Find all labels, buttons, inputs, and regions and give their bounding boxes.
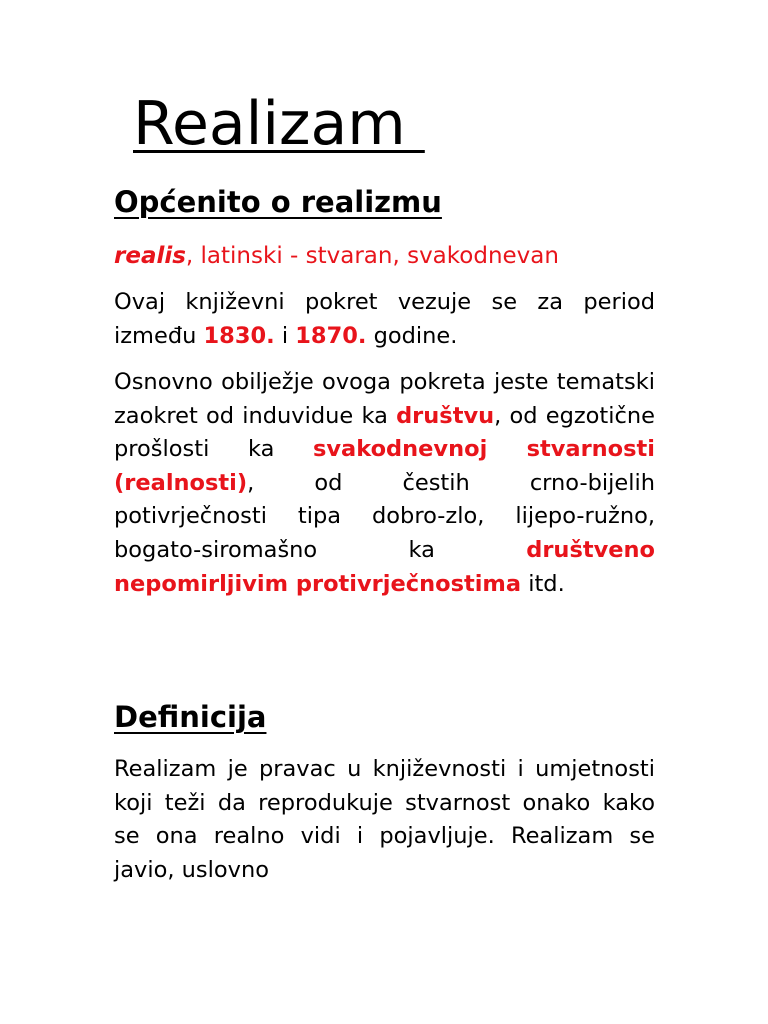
period-text-end: godine.: [366, 322, 458, 349]
etymology-term: realis: [114, 243, 186, 269]
highlight-everyday-reality: svakodnevnoj stvarnosti (realnosti): [114, 436, 655, 496]
characteristics-text-3: , od čestih crno-bijelih potivrječnosti tipa dobro-zlo, lijepo-ružno, bogato-siromašno ka: [114, 469, 655, 563]
highlight-contradictions: društveno nepomirljivim protivrječnostima: [114, 536, 655, 597]
characteristics-paragraph: [114, 366, 655, 601]
highlight-society: društvu: [396, 402, 495, 429]
definition-paragraph: Realizam je pravac u književnosti i umjetnosti koji teži da reprodukuje stvarnost onako kako se ona realno vidi i pojavljuje. Realizam se javio, uslovno: [114, 756, 655, 883]
characteristics-text-4: itd.: [521, 570, 565, 597]
etymology-line: [114, 239, 559, 273]
section-heading-definition: Definicija: [114, 700, 267, 734]
period-text-start: Ovaj književni pokret vezuje se za period između: [114, 289, 655, 349]
period-text-and: i: [274, 322, 296, 349]
section-heading-general: Općenito o realizmu: [114, 185, 442, 219]
period-paragraph: [114, 286, 655, 353]
document-title: Realizam: [133, 89, 425, 159]
etymology-meaning: , latinski - stvaran, svakodnevan: [185, 243, 559, 269]
year-start: 1830.: [203, 322, 275, 349]
characteristics-text-1: Osnovno obilježje ovoga pokreta jeste tematski zaokret od induvidue ka: [114, 369, 655, 429]
characteristics-text-2: , od egzotične prošlosti ka: [114, 402, 655, 463]
year-end: 1870.: [295, 322, 367, 349]
